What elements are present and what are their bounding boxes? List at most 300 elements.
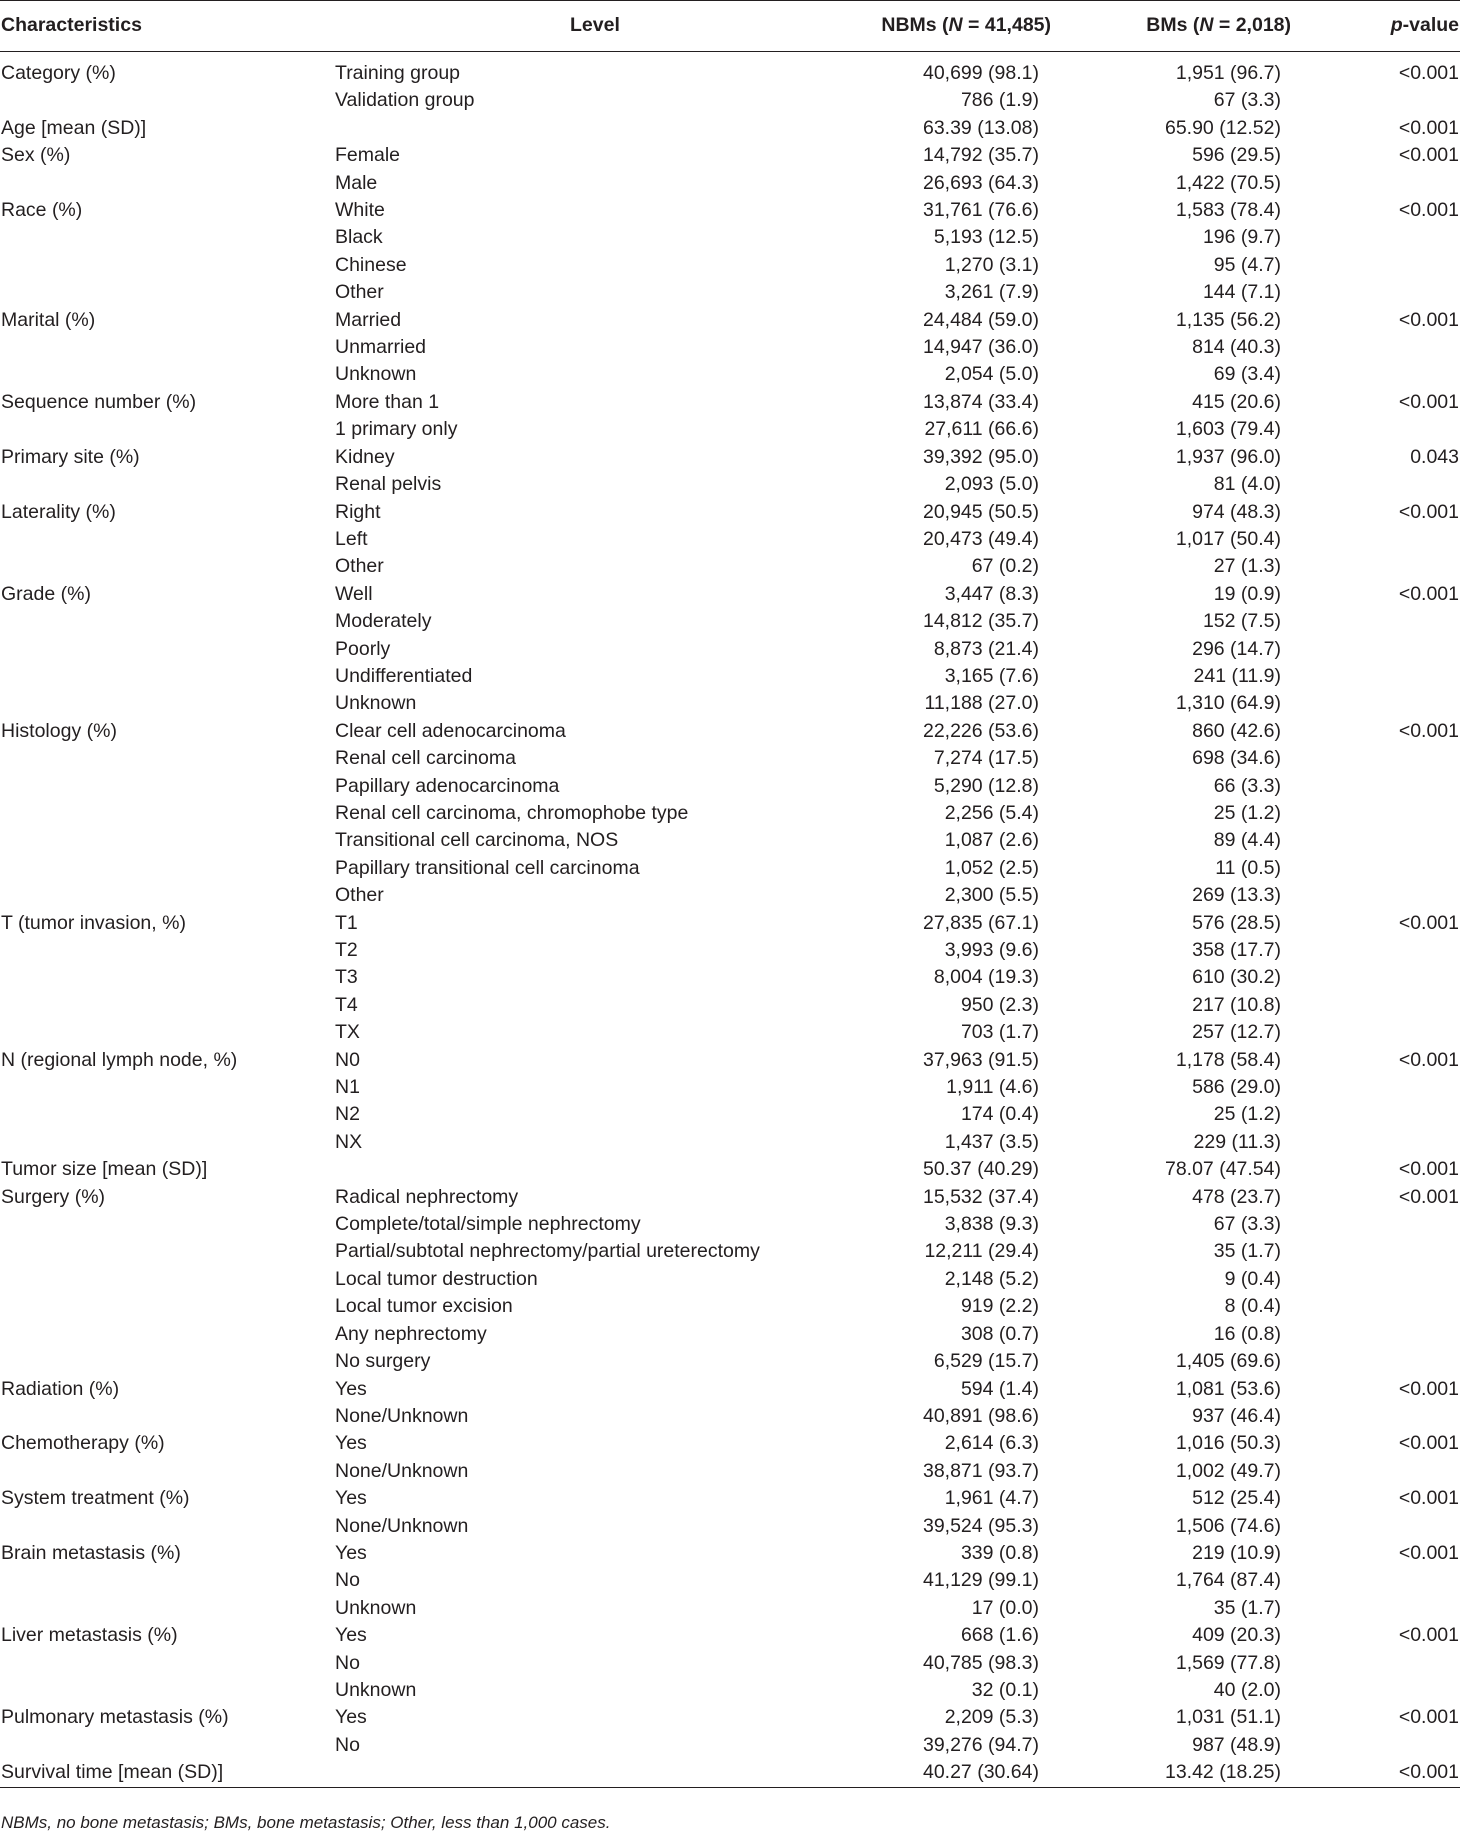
table-header	[0, 1, 1460, 52]
level-cell: Poorly	[335, 637, 391, 660]
pvalue-cell	[1310, 1513, 1460, 1540]
level-cell: Undifferentiated	[335, 664, 473, 687]
nbm-cell: 8,873 (21.4)	[933, 637, 1039, 660]
table-row	[0, 1567, 1460, 1594]
table-row	[0, 608, 1460, 635]
nbm-cell: 668 (1.6)	[960, 1624, 1039, 1647]
bm-cell: 67 (3.3)	[1213, 1213, 1281, 1236]
bm-cell: 9 (0.4)	[1224, 1267, 1281, 1290]
nbm-cell: 67 (0.2)	[971, 555, 1039, 578]
nbm-cell: 17 (0.0)	[971, 1596, 1039, 1619]
bm-cell: 27 (1.3)	[1213, 555, 1281, 578]
characteristic-cell	[0, 1321, 335, 1348]
nbm-cell: 50.37 (40.29)	[922, 1158, 1039, 1181]
level-cell: Validation group	[335, 89, 475, 112]
pvalue-cell	[1310, 1321, 1460, 1348]
pvalue-cell: <0.001	[1398, 308, 1459, 331]
bm-cell: 1,002 (49.7)	[1175, 1459, 1281, 1482]
table-row	[0, 115, 1460, 142]
bm-cell: 67 (3.3)	[1213, 89, 1281, 112]
pvalue-cell	[1310, 937, 1460, 964]
table-row	[0, 444, 1460, 471]
nbm-cell: 40,785 (98.3)	[922, 1651, 1039, 1674]
table-row	[0, 334, 1460, 361]
characteristic-cell	[0, 1101, 335, 1128]
characteristic-cell	[0, 827, 335, 854]
nbm-cell: 8,004 (19.3)	[933, 966, 1039, 989]
table-row	[0, 252, 1460, 279]
bm-cell: 152 (7.5)	[1202, 610, 1281, 633]
characteristic-cell	[0, 608, 335, 635]
level-cell: Clear cell adenocarcinoma	[335, 719, 566, 742]
bm-cell: 1,016 (50.3)	[1175, 1432, 1281, 1455]
table-row	[0, 937, 1460, 964]
pvalue-cell	[1310, 690, 1460, 717]
nbm-cell: 14,947 (36.0)	[922, 336, 1039, 359]
table-row	[0, 773, 1460, 800]
nbm-cell: 2,148 (5.2)	[944, 1267, 1039, 1290]
level-cell: T1	[335, 911, 358, 934]
characteristic-cell: Chemotherapy (%)	[1, 1432, 165, 1455]
bm-cell: 1,937 (96.0)	[1175, 445, 1281, 468]
characteristic-cell	[0, 87, 335, 114]
pvalue-cell: <0.001	[1398, 1541, 1459, 1564]
nbm-cell: 2,054 (5.0)	[944, 363, 1039, 386]
nbm-cell: 32 (0.1)	[971, 1678, 1039, 1701]
table-row	[0, 1513, 1460, 1540]
level-cell: None/Unknown	[335, 1514, 469, 1537]
characteristic-cell: Liver metastasis (%)	[1, 1624, 178, 1647]
characteristic-cell	[0, 800, 335, 827]
nbm-cell: 38,871 (93.7)	[922, 1459, 1039, 1482]
table-row	[0, 1101, 1460, 1128]
table-row	[0, 416, 1460, 443]
pvalue-cell	[1310, 170, 1460, 197]
characteristic-cell: Sequence number (%)	[1, 390, 197, 413]
level-cell: Renal cell carcinoma, chromophobe type	[335, 801, 689, 824]
bm-cell: 19 (0.9)	[1213, 582, 1281, 605]
table-row	[0, 1047, 1460, 1074]
bm-cell: 269 (13.3)	[1192, 884, 1281, 907]
pvalue-cell: <0.001	[1398, 62, 1459, 84]
nbm-cell: 339 (0.8)	[960, 1541, 1039, 1564]
level-cell: Yes	[335, 1377, 367, 1400]
level-cell: T3	[335, 966, 358, 989]
level-cell: NX	[335, 1130, 363, 1153]
nbm-cell: 39,276 (94.7)	[922, 1733, 1039, 1756]
bm-cell: 698 (34.6)	[1192, 747, 1281, 770]
header-bms: BMs (N = 2,018)	[1070, 1, 1310, 52]
header-nbms: NBMs (N = 41,485)	[840, 1, 1070, 52]
table-row	[0, 197, 1460, 224]
bm-cell: 78.07 (47.54)	[1164, 1158, 1281, 1181]
nbm-cell: 20,473 (49.4)	[922, 527, 1039, 550]
level-cell: Local tumor destruction	[335, 1267, 538, 1290]
characteristic-cell: System treatment (%)	[1, 1487, 190, 1510]
level-cell: Black	[335, 226, 383, 249]
table-row	[0, 1129, 1460, 1156]
characteristic-cell: Primary site (%)	[1, 445, 140, 468]
table-row	[0, 910, 1460, 937]
pvalue-cell	[1310, 1595, 1460, 1622]
table-row	[0, 361, 1460, 388]
table-row	[0, 964, 1460, 991]
level-cell: Renal cell carcinoma	[335, 747, 516, 770]
pvalue-cell: <0.001	[1398, 116, 1459, 139]
nbm-cell: 39,392 (95.0)	[922, 445, 1039, 468]
bm-cell: 586 (29.0)	[1192, 1076, 1281, 1099]
bm-cell: 860 (42.6)	[1192, 719, 1281, 742]
nbm-cell: 24,484 (59.0)	[922, 308, 1039, 331]
pvalue-cell	[1310, 1650, 1460, 1677]
level-cell: Kidney	[335, 445, 395, 468]
nbm-cell: 2,093 (5.0)	[944, 473, 1039, 496]
pvalue-cell	[1310, 416, 1460, 443]
characteristic-cell: Grade (%)	[1, 582, 91, 605]
bm-cell: 217 (10.8)	[1192, 993, 1281, 1016]
bm-cell: 25 (1.2)	[1213, 801, 1281, 824]
bm-cell: 409 (20.3)	[1192, 1624, 1281, 1647]
nbm-cell: 1,437 (3.5)	[944, 1130, 1039, 1153]
level-cell: Yes	[335, 1706, 367, 1729]
pvalue-cell: <0.001	[1398, 1432, 1459, 1455]
characteristic-cell: Sex (%)	[1, 144, 71, 167]
bm-cell: 257 (12.7)	[1192, 1021, 1281, 1044]
pvalue-cell: <0.001	[1398, 1377, 1459, 1400]
bm-cell: 66 (3.3)	[1213, 774, 1281, 797]
pvalue-cell	[1310, 1677, 1460, 1704]
bm-cell: 95 (4.7)	[1213, 253, 1281, 276]
pvalue-cell	[1310, 1019, 1460, 1046]
pvalue-cell: <0.001	[1398, 911, 1459, 934]
characteristic-cell	[0, 1211, 335, 1238]
characteristic-cell: Tumor size [mean (SD)]	[1, 1158, 208, 1181]
header-pvalue: p-value	[1310, 1, 1460, 52]
characteristic-cell	[0, 636, 335, 663]
characteristic-cell: Surgery (%)	[1, 1185, 106, 1208]
pvalue-cell: <0.001	[1398, 199, 1459, 222]
characteristic-cell	[0, 252, 335, 279]
nbm-cell: 786 (1.9)	[960, 89, 1039, 112]
bm-cell: 1,569 (77.8)	[1175, 1651, 1281, 1674]
pvalue-cell: <0.001	[1398, 144, 1459, 167]
level-cell: Unknown	[335, 692, 417, 715]
characteristic-cell	[0, 1595, 335, 1622]
pvalue-cell	[1310, 334, 1460, 361]
table-row	[0, 718, 1460, 745]
level-cell: Local tumor excision	[335, 1295, 513, 1318]
pvalue-cell	[1310, 636, 1460, 663]
pvalue-cell	[1310, 1129, 1460, 1156]
characteristic-cell	[0, 279, 335, 306]
pvalue-cell	[1310, 224, 1460, 251]
nbm-cell: 27,611 (66.6)	[924, 418, 1039, 441]
level-cell: No	[335, 1733, 360, 1756]
characteristic-cell: Radiation (%)	[1, 1377, 120, 1400]
bm-cell: 1,135 (56.2)	[1175, 308, 1281, 331]
nbm-cell: 919 (2.2)	[960, 1295, 1039, 1318]
bm-cell: 241 (11.9)	[1193, 664, 1281, 687]
nbm-cell: 1,270 (3.1)	[944, 253, 1039, 276]
level-cell: N1	[335, 1076, 360, 1099]
level-cell: N2	[335, 1103, 360, 1126]
pvalue-cell: <0.001	[1398, 1487, 1459, 1510]
level-cell: None/Unknown	[335, 1404, 469, 1427]
bm-cell: 229 (11.3)	[1193, 1130, 1281, 1153]
bm-cell: 25 (1.2)	[1213, 1103, 1281, 1126]
table-row	[0, 1074, 1460, 1101]
characteristic-cell	[0, 937, 335, 964]
table-row	[0, 992, 1460, 1019]
table-row	[0, 307, 1460, 334]
level-cell: No	[335, 1569, 360, 1592]
characteristic-cell	[0, 964, 335, 991]
pvalue-cell	[1310, 773, 1460, 800]
nbm-cell: 950 (2.3)	[960, 993, 1039, 1016]
pvalue-cell	[1310, 855, 1460, 882]
header-characteristics: Characteristics	[0, 1, 335, 52]
level-cell: T4	[335, 993, 358, 1016]
level-cell: Any nephrectomy	[335, 1322, 487, 1345]
pvalue-cell	[1310, 1266, 1460, 1293]
nbm-cell: 31,761 (76.6)	[922, 199, 1039, 222]
bm-cell: 1,506 (74.6)	[1175, 1514, 1281, 1537]
characteristic-cell	[0, 1238, 335, 1265]
bm-cell: 16 (0.8)	[1213, 1322, 1281, 1345]
characteristic-cell	[0, 1513, 335, 1540]
level-cell: Unmarried	[335, 336, 427, 359]
table-row	[0, 170, 1460, 197]
table-row	[0, 581, 1460, 608]
nbm-cell: 308 (0.7)	[960, 1322, 1039, 1345]
table-row	[0, 60, 1460, 87]
bm-cell: 1,081 (53.6)	[1175, 1377, 1281, 1400]
nbm-cell: 37,963 (91.5)	[922, 1048, 1039, 1071]
nbm-cell: 14,812 (35.7)	[922, 610, 1039, 633]
table-row	[0, 499, 1460, 526]
table-row	[0, 827, 1460, 854]
table-row	[0, 87, 1460, 114]
table-row	[0, 690, 1460, 717]
level-cell: Papillary transitional cell carcinoma	[335, 856, 640, 879]
characteristic-cell	[0, 773, 335, 800]
level-cell	[335, 1156, 840, 1183]
table-row	[0, 1403, 1460, 1430]
table-row	[0, 1677, 1460, 1704]
level-cell: Married	[335, 308, 402, 331]
pvalue-cell	[1310, 1732, 1460, 1759]
table-row	[0, 389, 1460, 416]
characteristic-cell: N (regional lymph node, %)	[1, 1048, 238, 1071]
pvalue-cell	[1310, 87, 1460, 114]
table-row	[0, 1266, 1460, 1293]
header-level: Level	[335, 1, 840, 52]
table-row	[0, 1458, 1460, 1485]
pvalue-cell	[1310, 526, 1460, 553]
level-cell: Right	[335, 500, 381, 523]
characteristic-cell	[0, 1266, 335, 1293]
level-cell: Other	[335, 281, 384, 304]
level-cell: Radical nephrectomy	[335, 1185, 519, 1208]
characteristic-cell: Survival time [mean (SD)]	[0, 1759, 335, 1787]
bm-cell: 35 (1.7)	[1213, 1240, 1281, 1263]
pvalue-cell	[1310, 1238, 1460, 1265]
characteristic-cell	[0, 1129, 335, 1156]
characteristic-cell	[0, 1293, 335, 1320]
nbm-cell: 12,211 (29.4)	[924, 1240, 1039, 1263]
characteristic-cell	[0, 471, 335, 498]
level-cell: Other	[335, 555, 384, 578]
characteristic-cell	[0, 855, 335, 882]
bm-cell: 219 (10.9)	[1192, 1541, 1281, 1564]
bm-cell: 576 (28.5)	[1192, 911, 1281, 934]
level-cell: Other	[335, 884, 384, 907]
pvalue-cell	[1310, 553, 1460, 580]
characteristic-cell: Histology (%)	[1, 719, 117, 742]
nbm-cell: 15,532 (37.4)	[922, 1185, 1039, 1208]
characteristic-cell	[0, 992, 335, 1019]
nbm-cell: 174 (0.4)	[960, 1103, 1039, 1126]
level-cell: Renal pelvis	[335, 473, 442, 496]
pvalue-cell: <0.001	[1398, 1048, 1459, 1071]
level-cell: White	[335, 199, 385, 222]
pvalue-cell	[1310, 1567, 1460, 1594]
level-cell: Unknown	[335, 1596, 417, 1619]
level-cell: Partial/subtotal nephrectomy/partial ureterectomy	[335, 1240, 760, 1263]
nbm-cell: 14,792 (35.7)	[922, 144, 1039, 167]
bm-cell: 987 (48.9)	[1192, 1733, 1281, 1756]
level-cell: Complete/total/simple nephrectomy	[335, 1213, 641, 1236]
table-row	[0, 1184, 1460, 1211]
pvalue-cell: <0.001	[1398, 500, 1459, 523]
bm-cell: 814 (40.3)	[1192, 336, 1281, 359]
pvalue-cell	[1310, 361, 1460, 388]
level-cell: Well	[335, 582, 373, 605]
table-footnote: NBMs, no bone metastasis; BMs, bone metastasis; Other, less than 1,000 cases.	[1, 1813, 611, 1832]
table-row	[0, 1732, 1460, 1759]
nbm-cell: 41,129 (99.1)	[922, 1569, 1039, 1592]
bm-cell: 1,405 (69.6)	[1175, 1350, 1281, 1373]
table-row	[0, 745, 1460, 772]
header-row	[0, 1, 1460, 52]
bm-cell: 196 (9.7)	[1202, 226, 1281, 249]
characteristic-cell	[0, 1403, 335, 1430]
characteristic-cell	[0, 1074, 335, 1101]
level-cell: N0	[335, 1048, 360, 1071]
table-row	[0, 663, 1460, 690]
characteristic-cell	[0, 526, 335, 553]
pvalue-cell: <0.001	[1398, 390, 1459, 413]
pvalue-cell: <0.001	[1398, 1185, 1459, 1208]
level-cell: TX	[335, 1021, 360, 1044]
bm-cell: 40 (2.0)	[1213, 1678, 1281, 1701]
pvalue-cell: <0.001	[1398, 1706, 1459, 1729]
characteristic-cell	[0, 1458, 335, 1485]
level-cell: Female	[335, 144, 401, 167]
bm-cell: 1,178 (58.4)	[1175, 1048, 1281, 1071]
bm-cell: 296 (14.7)	[1192, 637, 1281, 660]
pvalue-cell	[1310, 1458, 1460, 1485]
pvalue-cell: 0.043	[1410, 445, 1459, 468]
table-row	[0, 1704, 1460, 1731]
characteristic-cell: Category (%)	[1, 62, 116, 84]
level-cell: Unknown	[335, 1678, 417, 1701]
characteristic-cell	[0, 170, 335, 197]
table-body	[0, 52, 1460, 1788]
pvalue-cell	[1310, 1101, 1460, 1128]
table-row	[0, 1376, 1460, 1403]
characteristic-cell	[0, 224, 335, 251]
level-cell: Unknown	[335, 363, 417, 386]
nbm-cell: 40,699 (98.1)	[922, 62, 1039, 84]
table-row	[0, 1485, 1460, 1512]
characteristic-cell	[0, 663, 335, 690]
level-cell: Moderately	[335, 610, 432, 633]
pvalue-cell: <0.001	[1310, 1759, 1460, 1787]
pvalue-cell	[1310, 1293, 1460, 1320]
nbm-cell: 2,300 (5.5)	[944, 884, 1039, 907]
level-cell: Papillary adenocarcinoma	[335, 774, 560, 797]
pvalue-cell	[1310, 608, 1460, 635]
table-row	[0, 1019, 1460, 1046]
level-cell: Yes	[335, 1432, 367, 1455]
bm-cell: 69 (3.4)	[1213, 363, 1281, 386]
nbm-cell: 6,529 (15.7)	[933, 1350, 1039, 1373]
nbm-cell: 3,165 (7.6)	[944, 664, 1039, 687]
characteristic-cell: Age [mean (SD)]	[1, 116, 147, 139]
bm-cell: 81 (4.0)	[1213, 473, 1281, 496]
table-row	[0, 1650, 1460, 1677]
table-row	[0, 1156, 1460, 1183]
pvalue-cell	[1310, 471, 1460, 498]
nbm-cell: 5,193 (12.5)	[933, 226, 1039, 249]
nbm-cell: 2,614 (6.3)	[944, 1432, 1039, 1455]
pvalue-cell	[1310, 663, 1460, 690]
nbm-cell: 703 (1.7)	[960, 1021, 1039, 1044]
nbm-cell: 594 (1.4)	[960, 1377, 1039, 1400]
bm-cell: 35 (1.7)	[1213, 1596, 1281, 1619]
bm-cell: 1,951 (96.7)	[1175, 62, 1281, 84]
table-row	[0, 279, 1460, 306]
characteristic-cell	[0, 1650, 335, 1677]
bm-cell: 596 (29.5)	[1192, 144, 1281, 167]
pvalue-cell	[1310, 252, 1460, 279]
nbm-cell: 40.27 (30.64)	[840, 1759, 1070, 1787]
bm-cell: 478 (23.7)	[1192, 1185, 1281, 1208]
characteristic-cell	[0, 1732, 335, 1759]
bm-cell: 144 (7.1)	[1202, 281, 1281, 304]
table-row	[0, 636, 1460, 663]
pvalue-cell	[1310, 800, 1460, 827]
table-row	[0, 553, 1460, 580]
nbm-cell: 11,188 (27.0)	[924, 692, 1039, 715]
characteristic-cell: Laterality (%)	[1, 500, 116, 523]
level-cell: Chinese	[335, 253, 407, 276]
pvalue-cell	[1310, 1074, 1460, 1101]
characteristic-cell	[0, 553, 335, 580]
nbm-cell: 1,087 (2.6)	[944, 829, 1039, 852]
bm-cell: 512 (25.4)	[1192, 1487, 1281, 1510]
pvalue-cell: <0.001	[1398, 719, 1459, 742]
pvalue-cell	[1310, 882, 1460, 909]
level-cell: Male	[335, 171, 378, 194]
nbm-cell: 27,835 (67.1)	[922, 911, 1039, 934]
characteristic-cell	[0, 1677, 335, 1704]
table-row	[0, 526, 1460, 553]
level-cell: Yes	[335, 1541, 367, 1564]
level-cell	[335, 115, 840, 142]
characteristic-cell	[0, 882, 335, 909]
